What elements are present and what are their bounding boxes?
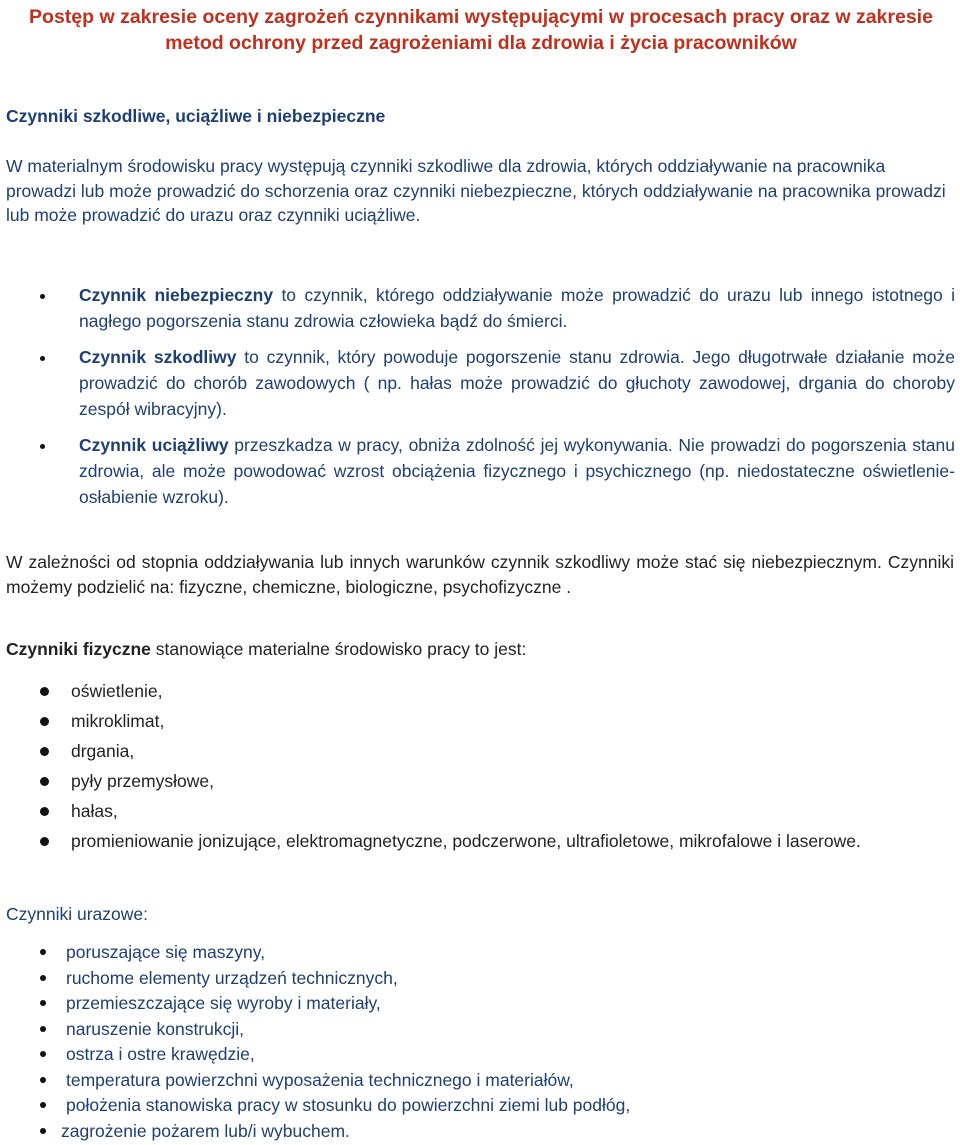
bullet-icon [40, 1026, 46, 1032]
injury-factors-heading: Czynniki urazowe: [6, 904, 148, 924]
bullet-icon [40, 444, 45, 449]
bullet-icon [40, 1128, 46, 1134]
list-item: mikroklimat, [0, 709, 931, 733]
physical-factors-list [0, 679, 960, 859]
list-item: położenia stanowiska pracy w stosunku do powierzchni ziemi lub podłóg, [0, 1093, 960, 1117]
bullet-icon [40, 1051, 46, 1057]
page-title: Postęp w zakresie oceny zagrożeń czynnikami występującymi w procesach pracy oraz w zakresie metod ochrony przed zagrożeniami dla zdrowia i życia pracowników [29, 6, 933, 54]
definition-text: to czynnik, który powoduje pogorszenie stanu zdrowia. Jego długotrwałe działanie może prowadzić do chorób zawodowych ( np. hałas może prowadzić do głuchoty zawodowej, drgania do choroby zespół wibracyjny). [79, 347, 955, 419]
list-item: naruszenie konstrukcji, [0, 1017, 960, 1041]
bullet-icon [40, 747, 49, 756]
definitions-list [0, 282, 960, 510]
bullet-icon [40, 1000, 46, 1006]
injury-factors-list [0, 940, 960, 1144]
dependence-paragraph: W zależności od stopnia oddziaływania lub innych warunków czynnik szkodliwy może stać się niebezpiecznym. Czynniki możemy podzielić na: fizyczne, chemiczne, biologiczne, psychofizyczne . [6, 552, 954, 597]
definition-text: to czynnik, którego oddziaływanie może prowadzić do urazu lub innego istotnego i nagłego pogorszenia stanu zdrowia człowieka bądź do śmierci. [79, 285, 955, 331]
bullet-icon [40, 777, 49, 786]
list-item: poruszające się maszyny, [0, 940, 960, 964]
bullet-icon [40, 294, 45, 299]
list-item: promieniowanie jonizujące, elektromagnetyczne, podczerwone, ultrafioletowe, mikrofalowe i laserowe. [0, 829, 931, 853]
bullet-icon [40, 717, 49, 726]
bullet-icon [40, 1102, 46, 1108]
definition-term: Czynnik niebezpieczny [79, 285, 274, 305]
definition-text: przeszkadza w pracy, obniża zdolność jej wykonywania. Nie prowadzi do pogorszenia stanu zdrowia, ale może powodować wzrost obciążenia fizycznego i psychicznego (np. niedostateczne oświetlenie- osłabienie wzroku). [79, 435, 956, 507]
list-item: ostrza i ostre krawędzie, [0, 1042, 960, 1066]
physical-factors-intro [6, 637, 954, 662]
list-item: ruchome elementy urządzeń technicznych, [0, 966, 960, 990]
definition-item [0, 344, 955, 422]
bullet-icon [40, 807, 49, 816]
definition-term: Czynnik szkodliwy [79, 347, 237, 367]
list-item: przemieszczające się wyroby i materiały, [0, 991, 960, 1015]
definition-item [0, 282, 955, 334]
bullet-icon [40, 687, 49, 696]
section-heading: Czynniki szkodliwe, uciążliwe i niebezpieczne [6, 106, 386, 126]
bullet-icon [40, 975, 46, 981]
bullet-icon [40, 1077, 46, 1083]
list-item: drgania, [0, 739, 931, 763]
definition-term: Czynnik uciążliwy [79, 435, 229, 455]
list-item: zagrożenie pożarem lub/i wybuchem. [0, 1119, 960, 1143]
list-item: pyły przemysłowe, [0, 769, 931, 793]
bullet-icon [40, 837, 49, 846]
physical-factors-term: Czynniki fizyczne [6, 639, 151, 659]
definition-item [0, 432, 955, 510]
intro-paragraph: W materialnym środowisku pracy występują czynniki szkodliwe dla zdrowia, których oddziaływanie na pracownika prowadzi lub może prowadzić do schorzenia oraz czynniki niebezpieczne, których oddziaływanie na pracownika prowadzi lub może prowadzić do urazu oraz czynniki uciążliwe. [6, 156, 946, 225]
bullet-icon [40, 356, 45, 361]
list-item: oświetlenie, [0, 679, 931, 703]
list-item: hałas, [0, 799, 931, 823]
physical-factors-text: stanowiące materialne środowisko pracy to jest: [150, 639, 527, 659]
bullet-icon [40, 949, 46, 955]
list-item: temperatura powierzchni wyposażenia technicznego i materiałów, [0, 1068, 960, 1092]
